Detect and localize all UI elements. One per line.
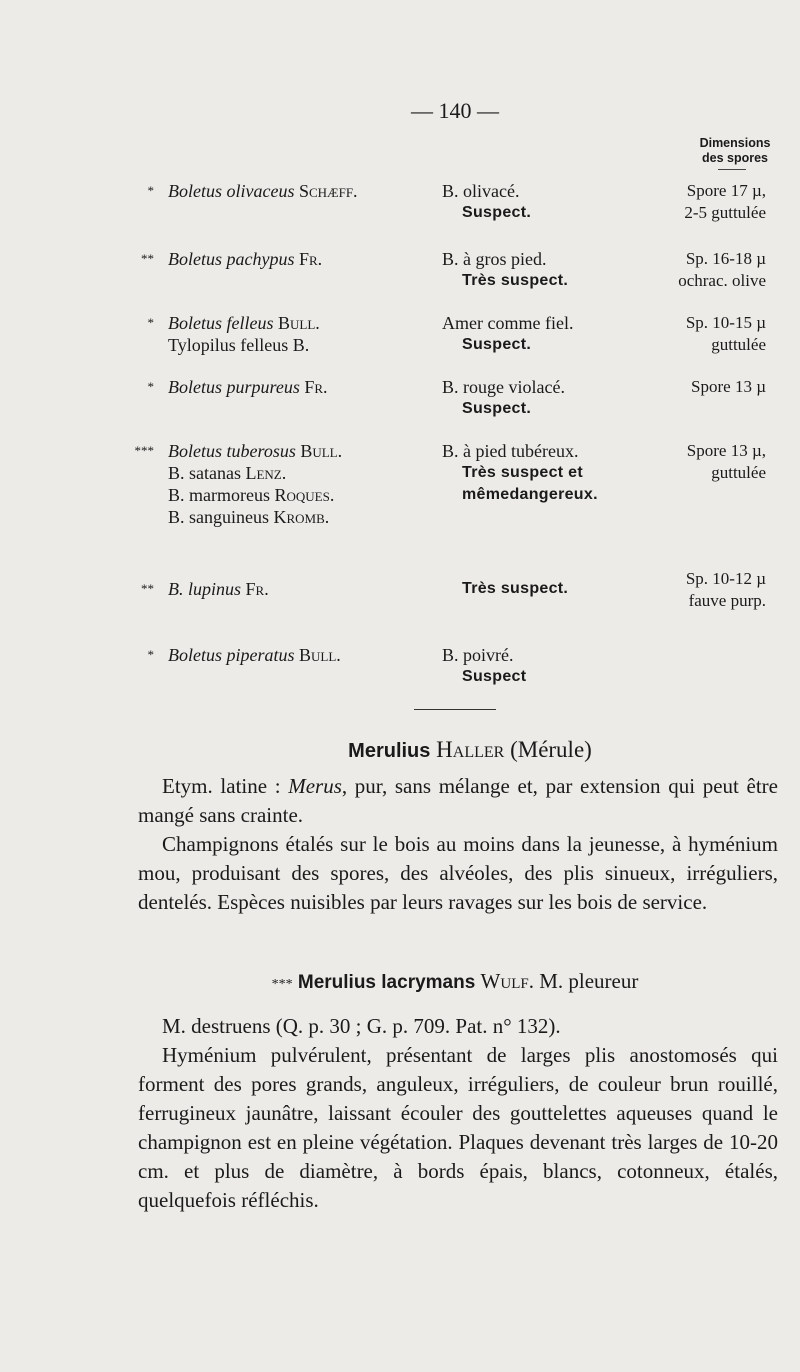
french-name: B. olivacé. Suspect.	[442, 180, 672, 224]
latin-name: B. lupinus Fr.	[168, 579, 269, 599]
toxicity: Suspect.	[462, 400, 532, 417]
species-text: Hyménium pulvérulent, présentant de larges plis anostomosés qui forment des pores grands, anguleux, irréguliers, de couleur brun rouillé, ferrugineux jaunâtre, laissant écouler des gouttelettes aqueuses quand le champignon est en pleine végétation. Plaques devenant très larges de 10-20 cm. et plus de diamètre, à bords épais, blancs, cotonneux, étalés, quelquefois réfléchis.	[138, 1043, 778, 1212]
latin-name: Boletus tuberosus Bull. B. satanas Lenz. B. marmoreus Roques. B. sanguineus Kromb.	[168, 441, 343, 527]
toxicity: Très suspect et	[462, 464, 583, 481]
species-description	[138, 1012, 778, 1215]
french-name	[442, 578, 672, 600]
french-name: Amer comme fiel. Suspect.	[442, 312, 672, 356]
spore-size: Spore 17 µ, 2-5 guttulée	[684, 181, 766, 222]
description-text: Champignons étalés sur le bois au moins dans la jeunesse, à hyménium mou, produisant des spores, des alvéoles, des plis sinueux, irréguliers, dentelés. Espèces nuisibles par leurs ravages sur les bois de service.	[138, 832, 778, 914]
species-reference: M. destruens (Q. p. 30 ; G. p. 709. Pat. n° 132).	[162, 1014, 561, 1038]
toxicity: Suspect.	[462, 336, 532, 353]
latin-name: Boletus pachypus Fr.	[168, 249, 323, 269]
spore-size: Sp. 16-18 µ ochrac. olive	[678, 249, 766, 290]
etymology: Etym. latine : Merus, pur, sans mélange et, par extension qui peut être mangé sans crainte.	[138, 774, 778, 827]
book-page: — 140 — Dimensions des spores * Boletus olivaceus Schæff. B. olivacé. Suspect. Spore 17 µ, 2-5 guttulée ** Boletus pachypus Fr. B. à gros pied. Très suspect. Sp. 16-18 µ ochrac. olive * Boletus felleus Bull. Tylopilus felleus B. Amer comme fiel. Suspect. Sp. 10-15 µ guttulée * Boletus purpureus Fr. B. rouge violacé. Suspect. Spore 13 µ *** Boletus tuberosus Bull. B. satanas Lenz. B. marmoreus Roques. B. sanguineus Kromb. B. à pied tubéreux. Très suspect et mêmedangereux. Spore 13 µ, guttulée ** B. lupinus Fr. Très suspect. Sp. 10-12 µ fauve purp. * Boletus piperatus Bull. B. poivré. Suspect Merulius Haller (Mérule) Etym. latine : Merus, pur, sans mélange et, par extension qui peut être mangé sans crainte. Champignons étalés sur le bois au moins dans la jeunesse, à hyménium mou, produisant des spores, des alvéoles, des plis sinueux, irréguliers, dentelés. Espèces nuisibles par leurs ravages sur les bois de service. *** Merulius lacrymans Wulf. M. pleureur M. destruens (Q. p. 30 ; G. p. 709. Pat. n° 132). Hyménium pulvérulent, présentant de larges plis anostomosés qui forment des pores grands, anguleux, irréguliers, de couleur brun rouillé, ferrugineux jaunâtre, laissant écouler des gouttelettes aqueuses quand le champignon est en pleine végétation. Plaques devenant très larges de 10-20 cm. et plus de diamètre, à bords épais, blancs, cotonneux, étalés, quelquefois réfléchis.	[0, 0, 800, 1372]
spore-size: Spore 13 µ	[691, 377, 766, 396]
genus-heading: Merulius Haller (Mérule)	[348, 737, 592, 762]
toxicity: Suspect.	[462, 204, 532, 221]
dimensions-rule	[718, 169, 746, 170]
section-separator	[414, 709, 496, 710]
toxicity: Très suspect.	[462, 580, 569, 597]
latin-name: Boletus purpureus Fr.	[168, 377, 328, 397]
french-name: B. rouge violacé. Suspect.	[442, 376, 672, 420]
latin-name: Boletus felleus Bull. Tylopilus felleus B.	[168, 313, 320, 355]
toxicity: mêmedangereux.	[462, 486, 598, 503]
spore-size: Spore 13 µ, guttulée	[686, 441, 766, 482]
french-name: B. à gros pied. Très suspect.	[442, 248, 672, 292]
toxicity: Suspect	[462, 668, 527, 685]
genus-description	[138, 772, 778, 917]
page-number: — 140 —	[411, 98, 499, 123]
latin-name: Boletus piperatus Bull.	[168, 645, 341, 665]
species-heading: *** Merulius lacrymans Wulf. M. pleureur	[271, 969, 639, 993]
toxicity: Très suspect.	[462, 272, 569, 289]
spore-size: Sp. 10-12 µ fauve purp.	[685, 569, 766, 610]
french-name: B. poivré. Suspect	[442, 644, 672, 688]
spore-size: Sp. 10-15 µ guttulée	[685, 313, 766, 354]
french-name: B. à pied tubéreux. Très suspect et mêmedangereux.	[442, 440, 672, 506]
latin-name: Boletus olivaceus Schæff.	[168, 181, 358, 201]
dimensions-header: Dimensions des spores	[699, 136, 771, 165]
